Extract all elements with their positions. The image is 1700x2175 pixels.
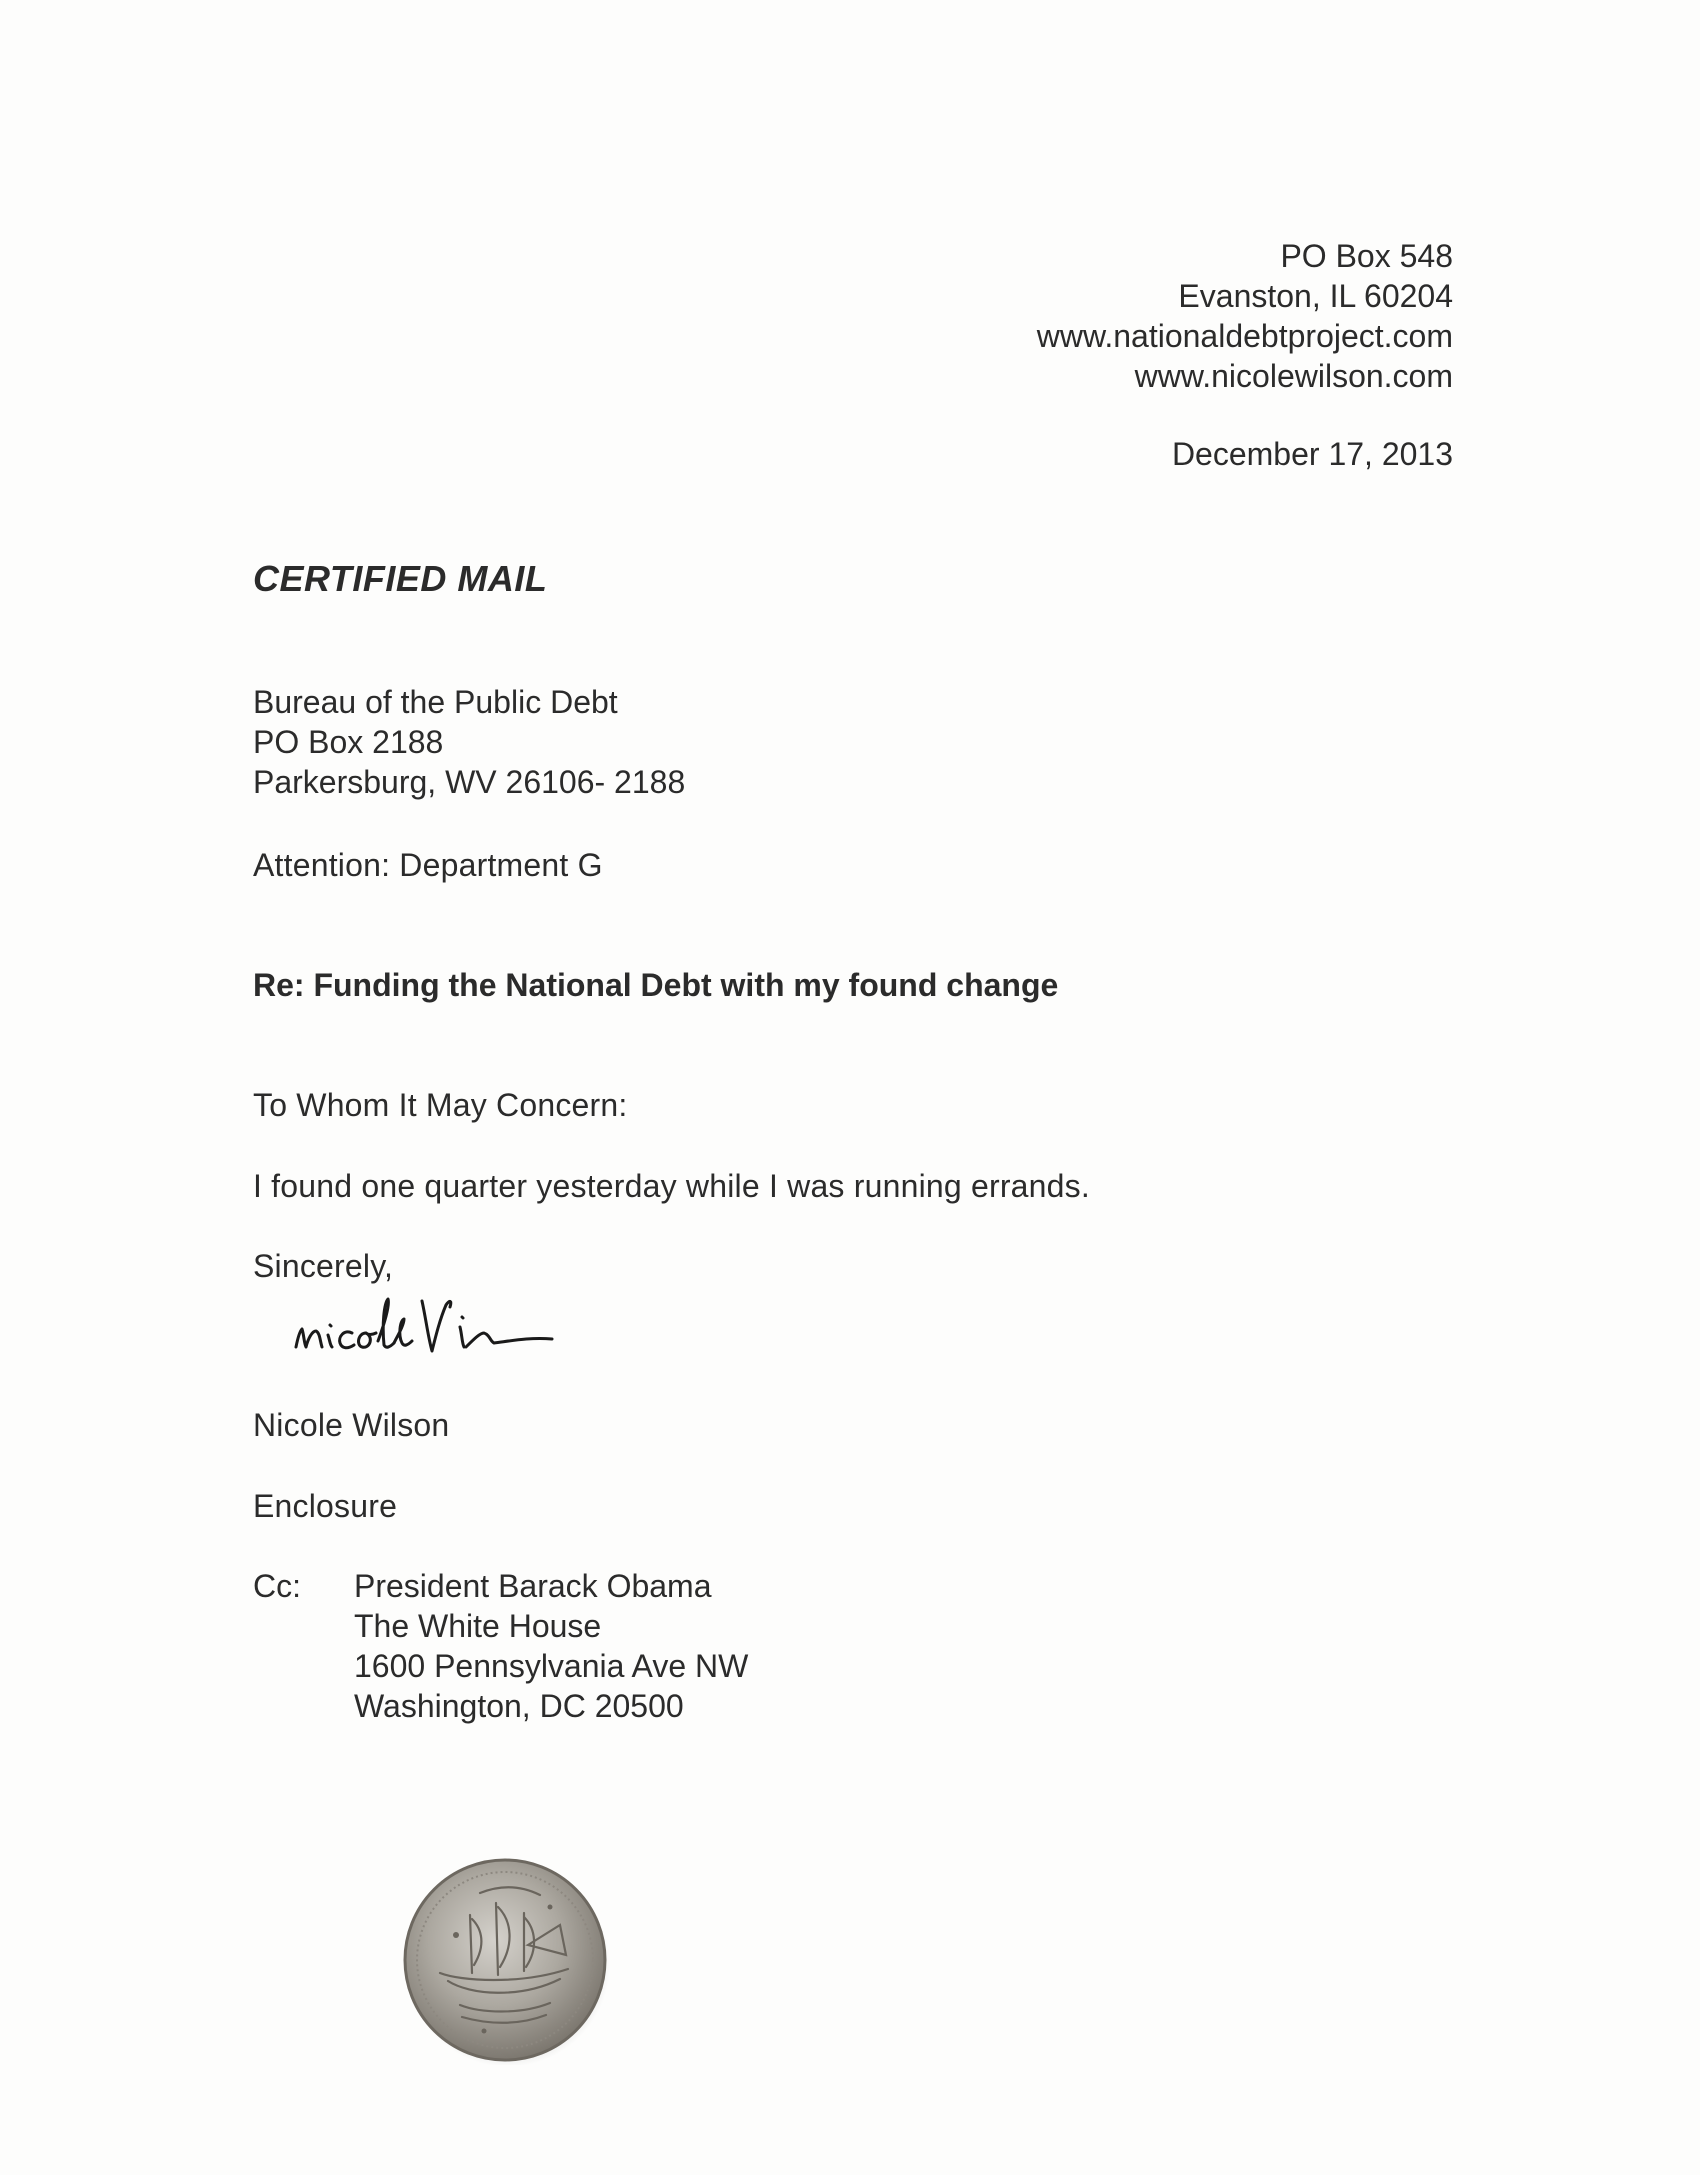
handwritten-signature-icon bbox=[290, 1285, 590, 1365]
recipient-address bbox=[253, 682, 685, 802]
sender-website-line: www.nationaldebtproject.com bbox=[1036, 318, 1453, 354]
cc-address-line: The White House bbox=[354, 1608, 602, 1644]
attention-line: Attention: Department G bbox=[253, 847, 603, 883]
sender-address-line: PO Box 548 bbox=[1280, 238, 1453, 274]
cc-address bbox=[354, 1566, 748, 1726]
certified-mail-heading: CERTIFIED MAIL bbox=[253, 558, 548, 599]
subject-line: Re: Funding the National Debt with my found change bbox=[253, 967, 1059, 1003]
letter-date: December 17, 2013 bbox=[1171, 436, 1453, 472]
quarter-coin-icon bbox=[400, 1855, 610, 2065]
enclosure-note: Enclosure bbox=[253, 1488, 398, 1524]
sender-website-line: www.nicolewilson.com bbox=[1134, 358, 1453, 394]
recipient-address-line: Parkersburg, WV 26106- 2188 bbox=[253, 764, 686, 800]
letter-body: I found one quarter yesterday while I was running errands. bbox=[253, 1168, 1090, 1204]
sender-address bbox=[753, 236, 1453, 396]
cc-address-line: President Barack Obama bbox=[354, 1568, 712, 1604]
closing: Sincerely, bbox=[253, 1248, 394, 1284]
cc-address-line: 1600 Pennsylvania Ave NW bbox=[354, 1648, 749, 1684]
salutation: To Whom It May Concern: bbox=[253, 1087, 628, 1123]
recipient-address-line: PO Box 2188 bbox=[253, 724, 444, 760]
sender-address-line: Evanston, IL 60204 bbox=[1178, 278, 1453, 314]
cc-label: Cc: bbox=[253, 1568, 301, 1604]
cc-address-line: Washington, DC 20500 bbox=[354, 1688, 684, 1724]
signer-name: Nicole Wilson bbox=[253, 1407, 450, 1443]
recipient-address-line: Bureau of the Public Debt bbox=[253, 684, 618, 720]
